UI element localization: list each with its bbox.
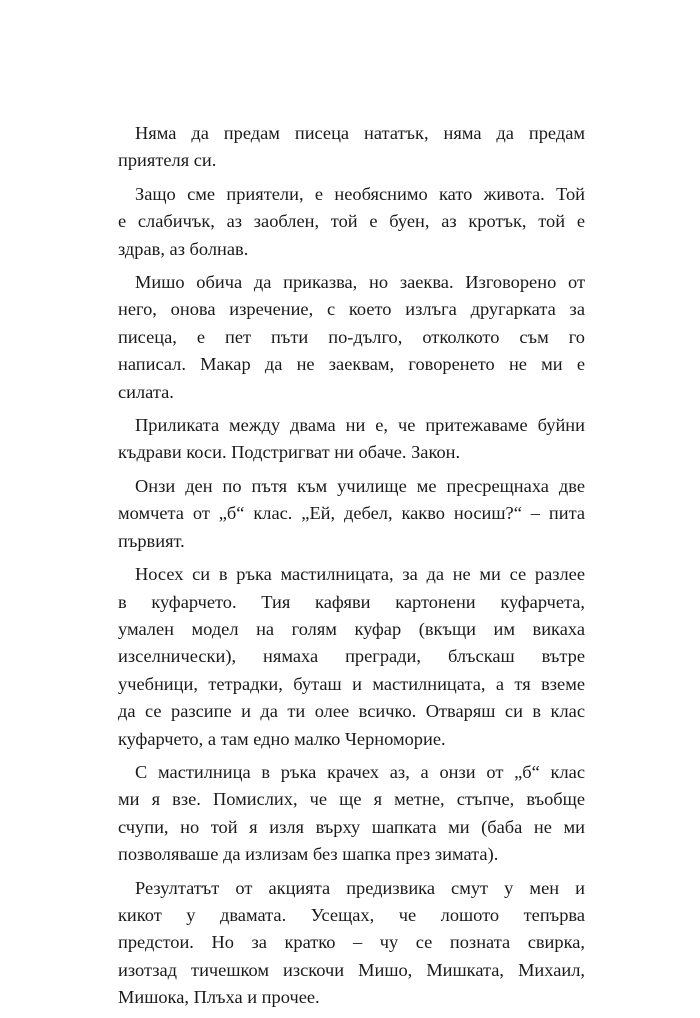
- text-line: счупи, но той я изля върху шапката ми (баба не ми: [118, 816, 585, 837]
- paragraph: [118, 561, 585, 753]
- text-line: позволяваше да излизам без шапка през зимата).: [118, 844, 499, 865]
- text-line: Носех си в ръка мастилницата, за да не ми се разлее: [135, 564, 585, 585]
- text-line: умален модел на голям куфар (вкъщи им викаха: [118, 618, 585, 639]
- text-line: да се разсипе и да ти олее всичко. Отваряш си в клас: [118, 701, 585, 722]
- text-line: ми я взе. Помислих, че ще я метне, стъпче, въобще: [118, 789, 585, 810]
- text-line: в куфарчето. Тия кафяви картонени куфарчета,: [118, 591, 585, 612]
- text-line: предстои. Но за кратко – чу се позната свирка,: [118, 932, 585, 953]
- text-line: куфарчето, а там едно малко Черноморие.: [118, 728, 446, 749]
- paragraph: [118, 875, 585, 1012]
- text-line: Мишока, Плъха и прочее.: [118, 987, 320, 1008]
- text-line: Няма да предам писеца нататък, няма да предам: [135, 123, 585, 143]
- text-line: написал. Макар да не заеквам, говоренето не ми е: [118, 354, 585, 375]
- paragraph: [118, 120, 585, 175]
- text-line: приятеля си.: [118, 150, 217, 171]
- text-line: изотзад тичешком изскочи Мишо, Мишката, Михаил,: [118, 959, 585, 980]
- text-line: силата.: [118, 381, 174, 402]
- paragraph: [118, 412, 585, 467]
- text-line: здрав, аз болнав.: [118, 238, 249, 259]
- paragraph: [118, 269, 585, 406]
- text-line: него, онова изречение, с което излъга другарката за: [118, 299, 585, 320]
- text-line: къдрави коси. Подстригват ни обаче. Закон.: [118, 442, 461, 463]
- text-line: кикот у двамата. Усещах, че лошото тепърва: [118, 904, 585, 925]
- text-line: изселнически), нямаха прегради, блъскаш вътре: [118, 646, 585, 667]
- text-line: Резултатът от акцията предизвика смут у мен и: [135, 877, 585, 898]
- text-line: момчета от „б“ клас. „Ей, дебел, какво носиш?“ – пита: [118, 503, 585, 524]
- text-line: Приликата между двама ни е, че притежаваме буйни: [135, 415, 585, 436]
- text-line: Онзи ден по пътя към училище ме пресрещнаха две: [135, 475, 585, 496]
- paragraph: [118, 473, 585, 555]
- paragraph: [118, 181, 585, 263]
- text-line: писеца, е пет пъти по-дълго, отколкото съм го: [118, 326, 585, 347]
- paragraph: [118, 759, 585, 869]
- text-line: учебници, тетрадки, буташ и мастилницата, а тя вземе: [118, 673, 585, 694]
- text-line: е слабичък, аз заоблен, той е буен, аз кротък, той е: [118, 211, 585, 232]
- body-text: [118, 120, 585, 1018]
- text-line: Защо сме приятели, е необяснимо като живота. Той: [135, 183, 585, 204]
- text-line: Мишо обича да приказва, но заеква. Изговорено от: [135, 272, 585, 293]
- text-line: С мастилница в ръка крачех аз, а онзи от „б“ клас: [135, 761, 585, 782]
- text-line: първият.: [118, 530, 185, 551]
